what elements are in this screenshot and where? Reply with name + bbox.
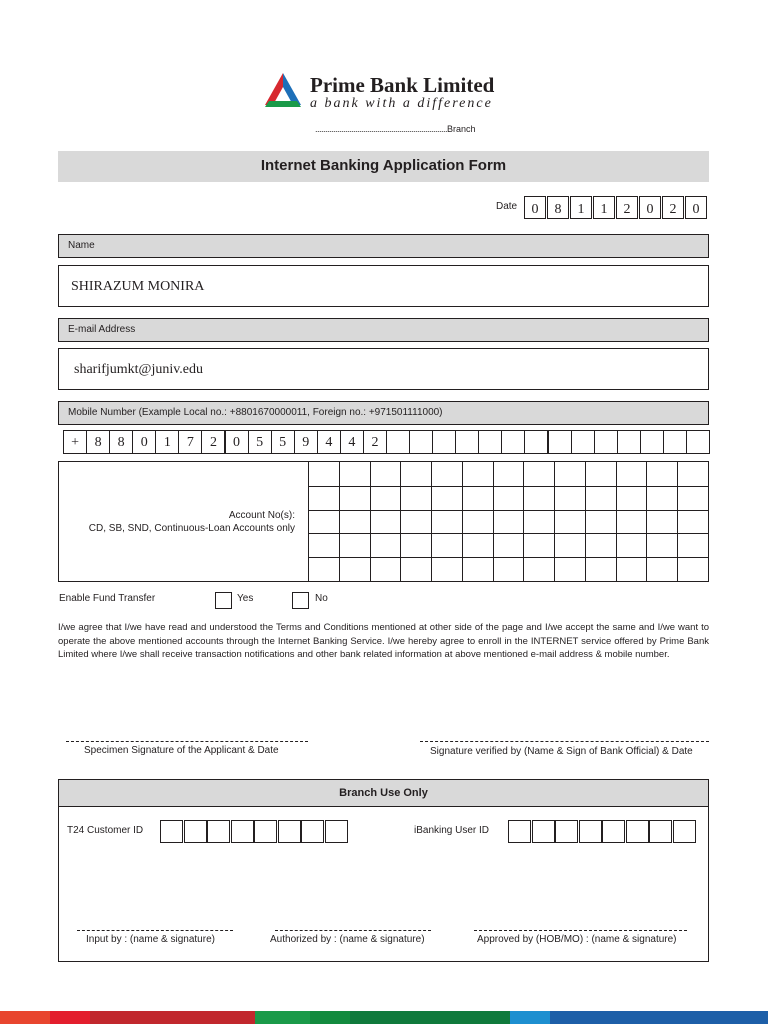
t24-digit-box[interactable] bbox=[325, 820, 348, 843]
ibanking-digit-box[interactable] bbox=[602, 820, 625, 843]
account-digit-cell[interactable] bbox=[616, 533, 648, 557]
account-digit-cell[interactable] bbox=[308, 557, 340, 581]
approved-by-signature-line[interactable] bbox=[474, 930, 687, 931]
account-digit-cell[interactable] bbox=[677, 486, 709, 510]
account-digit-cell[interactable] bbox=[431, 557, 463, 581]
account-digit-cell[interactable] bbox=[339, 510, 371, 534]
account-digit-cell[interactable] bbox=[646, 510, 678, 534]
date-label: Date bbox=[496, 201, 518, 212]
account-digit-cell[interactable] bbox=[523, 533, 555, 557]
mobile-digit-box[interactable]: 8 bbox=[109, 430, 133, 454]
account-digit-cell[interactable] bbox=[585, 486, 617, 510]
mobile-digit-box[interactable] bbox=[478, 430, 502, 454]
account-digit-cell[interactable] bbox=[431, 486, 463, 510]
account-digit-cell[interactable] bbox=[462, 486, 494, 510]
mobile-digit-box[interactable] bbox=[455, 430, 479, 454]
bank-name: Prime Bank Limited bbox=[310, 73, 495, 97]
account-digit-cell[interactable] bbox=[339, 486, 371, 510]
mobile-digit-box[interactable]: 4 bbox=[317, 430, 341, 454]
date-digit-box[interactable]: 2 bbox=[662, 196, 684, 219]
mobile-digit-box[interactable]: 9 bbox=[294, 430, 318, 454]
branch-dots: .................................................................. bbox=[315, 124, 448, 134]
mobile-digit-box[interactable]: 0 bbox=[132, 430, 156, 454]
input-by-signature-line[interactable] bbox=[77, 930, 233, 931]
account-digit-cell[interactable] bbox=[462, 510, 494, 534]
footer-bar-blue bbox=[550, 1011, 768, 1024]
branch-use-title: Branch Use Only bbox=[59, 780, 708, 807]
account-digit-cell[interactable] bbox=[370, 557, 402, 581]
footer-bar-green bbox=[255, 1011, 310, 1024]
t24-digit-box[interactable] bbox=[184, 820, 207, 843]
fund-transfer-yes-checkbox[interactable] bbox=[215, 592, 232, 609]
account-digit-cell[interactable] bbox=[370, 461, 402, 486]
branch-field[interactable] bbox=[315, 124, 476, 134]
account-digit-cell[interactable] bbox=[646, 557, 678, 581]
account-digit-cell[interactable] bbox=[585, 510, 617, 534]
ibanking-digit-box[interactable] bbox=[626, 820, 649, 843]
mobile-digit-box[interactable] bbox=[432, 430, 456, 454]
yes-label: Yes bbox=[237, 593, 254, 604]
authorized-by-signature-line[interactable] bbox=[275, 930, 431, 931]
account-digit-cell[interactable] bbox=[462, 533, 494, 557]
mobile-digit-box[interactable] bbox=[594, 430, 618, 454]
account-digit-cell[interactable] bbox=[646, 461, 678, 486]
branch-use-section bbox=[58, 779, 709, 962]
ibanking-digit-box[interactable] bbox=[649, 820, 672, 843]
account-digit-cell[interactable] bbox=[339, 461, 371, 486]
account-digit-cell[interactable] bbox=[400, 557, 432, 581]
applicant-signature-label: Specimen Signature of the Applicant & Date bbox=[84, 745, 279, 756]
account-digit-cell[interactable] bbox=[523, 486, 555, 510]
bank-tagline: a bank with a difference bbox=[310, 96, 493, 111]
mobile-digit-box[interactable]: 8 bbox=[86, 430, 110, 454]
account-digit-cell[interactable] bbox=[308, 510, 340, 534]
account-digit-cell[interactable] bbox=[616, 486, 648, 510]
mobile-digit-box[interactable] bbox=[548, 430, 572, 454]
account-digit-cell[interactable] bbox=[431, 533, 463, 557]
account-digit-cell[interactable] bbox=[677, 557, 709, 581]
applicant-signature-line[interactable] bbox=[66, 741, 308, 742]
ibanking-digit-box[interactable] bbox=[579, 820, 602, 843]
mobile-digit-box[interactable] bbox=[571, 430, 595, 454]
footer-bar-orange bbox=[0, 1011, 50, 1024]
mobile-digit-box[interactable] bbox=[617, 430, 641, 454]
account-digit-cell[interactable] bbox=[523, 510, 555, 534]
t24-digit-box[interactable] bbox=[301, 820, 324, 843]
t24-digit-box[interactable] bbox=[207, 820, 230, 843]
mobile-digit-box[interactable] bbox=[409, 430, 433, 454]
mobile-digit-box[interactable]: + bbox=[63, 430, 87, 454]
t24-digit-box[interactable] bbox=[278, 820, 301, 843]
account-digit-cell[interactable] bbox=[370, 510, 402, 534]
verified-signature-label: Signature verified by (Name & Sign of Bank Official) & Date bbox=[430, 746, 693, 757]
account-digit-cell[interactable] bbox=[677, 461, 709, 486]
account-digit-cell[interactable] bbox=[400, 510, 432, 534]
date-digit-box[interactable]: 2 bbox=[616, 196, 638, 219]
name-field[interactable]: SHIRAZUM MONIRA bbox=[58, 265, 709, 307]
date-digit-box[interactable]: 0 bbox=[639, 196, 661, 219]
account-digit-cell[interactable] bbox=[677, 533, 709, 557]
account-digit-cell[interactable] bbox=[400, 486, 432, 510]
account-digit-cell[interactable] bbox=[646, 533, 678, 557]
account-digit-cell[interactable] bbox=[616, 557, 648, 581]
account-digit-cell[interactable] bbox=[554, 461, 586, 486]
date-digit-box[interactable]: 0 bbox=[524, 196, 546, 219]
account-digit-cell[interactable] bbox=[431, 461, 463, 486]
account-digit-cell[interactable] bbox=[493, 486, 525, 510]
account-digit-cell[interactable] bbox=[339, 557, 371, 581]
mobile-digit-box[interactable] bbox=[501, 430, 525, 454]
date-digit-box[interactable]: 1 bbox=[593, 196, 615, 219]
account-digit-cell[interactable] bbox=[308, 533, 340, 557]
account-digit-cell[interactable] bbox=[554, 533, 586, 557]
ibanking-user-id-label: iBanking User ID bbox=[414, 825, 490, 836]
email-header: E-mail Address bbox=[58, 318, 709, 342]
account-digit-cell[interactable] bbox=[400, 461, 432, 486]
account-digit-cell[interactable] bbox=[370, 486, 402, 510]
account-digit-cell[interactable] bbox=[493, 557, 525, 581]
verified-signature-line[interactable] bbox=[420, 741, 709, 742]
prime-bank-logo-icon bbox=[262, 71, 304, 111]
account-digit-cell[interactable] bbox=[585, 533, 617, 557]
mobile-digit-box[interactable]: 2 bbox=[201, 430, 225, 454]
mobile-digit-box[interactable] bbox=[386, 430, 410, 454]
account-label bbox=[89, 509, 295, 535]
mobile-digit-box[interactable] bbox=[686, 430, 710, 454]
ibanking-digit-box[interactable] bbox=[532, 820, 555, 843]
account-digit-cell[interactable] bbox=[339, 533, 371, 557]
ibanking-digit-box[interactable] bbox=[508, 820, 531, 843]
account-digit-cell[interactable] bbox=[493, 533, 525, 557]
account-digit-cell[interactable] bbox=[554, 557, 586, 581]
account-digit-cell[interactable] bbox=[554, 486, 586, 510]
account-digit-cell[interactable] bbox=[462, 461, 494, 486]
fund-transfer-label: Enable Fund Transfer bbox=[59, 593, 156, 604]
account-label-line1: Account No(s): bbox=[228, 510, 295, 521]
fund-transfer-no-checkbox[interactable] bbox=[292, 592, 309, 609]
input-by-label: Input by : (name & signature) bbox=[86, 934, 215, 945]
mobile-digit-box[interactable] bbox=[663, 430, 687, 454]
terms-text: I/we agree that I/we have read and understood the Terms and Conditions mentioned at other side of the page and I/we accept the same and I/we want to operate the above mentioned accounts through the Internet Banking Service. I/we hereby agree to enroll in the INTERNET service offered by Prime Bank Limited where I/we shall receive transaction notifications and other bank related information at above mentioned e-mail address & mobile number. bbox=[58, 622, 709, 660]
footer-bar-darkred bbox=[90, 1011, 255, 1024]
account-digit-cell[interactable] bbox=[585, 461, 617, 486]
account-digit-cell[interactable] bbox=[493, 510, 525, 534]
account-digit-cell[interactable] bbox=[616, 510, 648, 534]
t24-customer-id-label: T24 Customer ID bbox=[67, 825, 144, 836]
account-digit-cell[interactable] bbox=[646, 486, 678, 510]
authorized-by-label: Authorized by : (name & signature) bbox=[270, 934, 425, 945]
mobile-digit-box[interactable]: 1 bbox=[155, 430, 179, 454]
account-digit-cell[interactable] bbox=[308, 461, 340, 486]
account-digit-cell[interactable] bbox=[370, 533, 402, 557]
account-digit-cell[interactable] bbox=[462, 557, 494, 581]
date-digit-box[interactable]: 1 bbox=[570, 196, 592, 219]
branch-label: Branch bbox=[447, 124, 476, 134]
account-digit-cell[interactable] bbox=[523, 461, 555, 486]
ibanking-digit-box[interactable] bbox=[555, 820, 578, 843]
mobile-digit-box[interactable]: 5 bbox=[271, 430, 295, 454]
footer-bar-lightblue bbox=[510, 1011, 550, 1024]
account-digit-cell[interactable] bbox=[431, 510, 463, 534]
mobile-digit-box[interactable]: 5 bbox=[248, 430, 272, 454]
mobile-digit-box[interactable] bbox=[524, 430, 548, 454]
footer-bar-red bbox=[50, 1011, 90, 1024]
account-digit-cell[interactable] bbox=[616, 461, 648, 486]
date-digit-box[interactable]: 8 bbox=[547, 196, 569, 219]
footer-bar-forest bbox=[350, 1011, 510, 1024]
mobile-digit-box[interactable] bbox=[640, 430, 664, 454]
account-digit-cell[interactable] bbox=[400, 533, 432, 557]
account-digit-cell[interactable] bbox=[308, 486, 340, 510]
approved-by-label: Approved by (HOB/MO) : (name & signature) bbox=[477, 934, 677, 945]
account-numbers-section bbox=[58, 461, 709, 582]
mobile-digit-box[interactable]: 7 bbox=[178, 430, 202, 454]
t24-digit-box[interactable] bbox=[254, 820, 277, 843]
mobile-digit-box[interactable]: 0 bbox=[225, 430, 249, 454]
mobile-digit-box[interactable]: 4 bbox=[340, 430, 364, 454]
ibanking-digit-box[interactable] bbox=[673, 820, 696, 843]
form-title: Internet Banking Application Form bbox=[58, 151, 709, 182]
no-label: No bbox=[315, 593, 328, 604]
mobile-digit-box[interactable]: 2 bbox=[363, 430, 387, 454]
date-digit-box[interactable]: 0 bbox=[685, 196, 707, 219]
email-field[interactable]: sharifjumkt@juniv.edu bbox=[58, 348, 709, 390]
t24-digit-box[interactable] bbox=[231, 820, 254, 843]
mobile-header: Mobile Number (Example Local no.: +8801670000011, Foreign no.: +971501111000) bbox=[58, 401, 709, 425]
footer-bar-darkgreen bbox=[310, 1011, 350, 1024]
account-digit-cell[interactable] bbox=[523, 557, 555, 581]
account-digit-cell[interactable] bbox=[677, 510, 709, 534]
name-header: Name bbox=[58, 234, 709, 258]
account-digit-cell[interactable] bbox=[493, 461, 525, 486]
account-label-line2: CD, SB, SND, Continuous-Loan Accounts only bbox=[88, 523, 295, 534]
t24-digit-box[interactable] bbox=[160, 820, 183, 843]
account-digit-cell[interactable] bbox=[554, 510, 586, 534]
account-digit-cell[interactable] bbox=[585, 557, 617, 581]
